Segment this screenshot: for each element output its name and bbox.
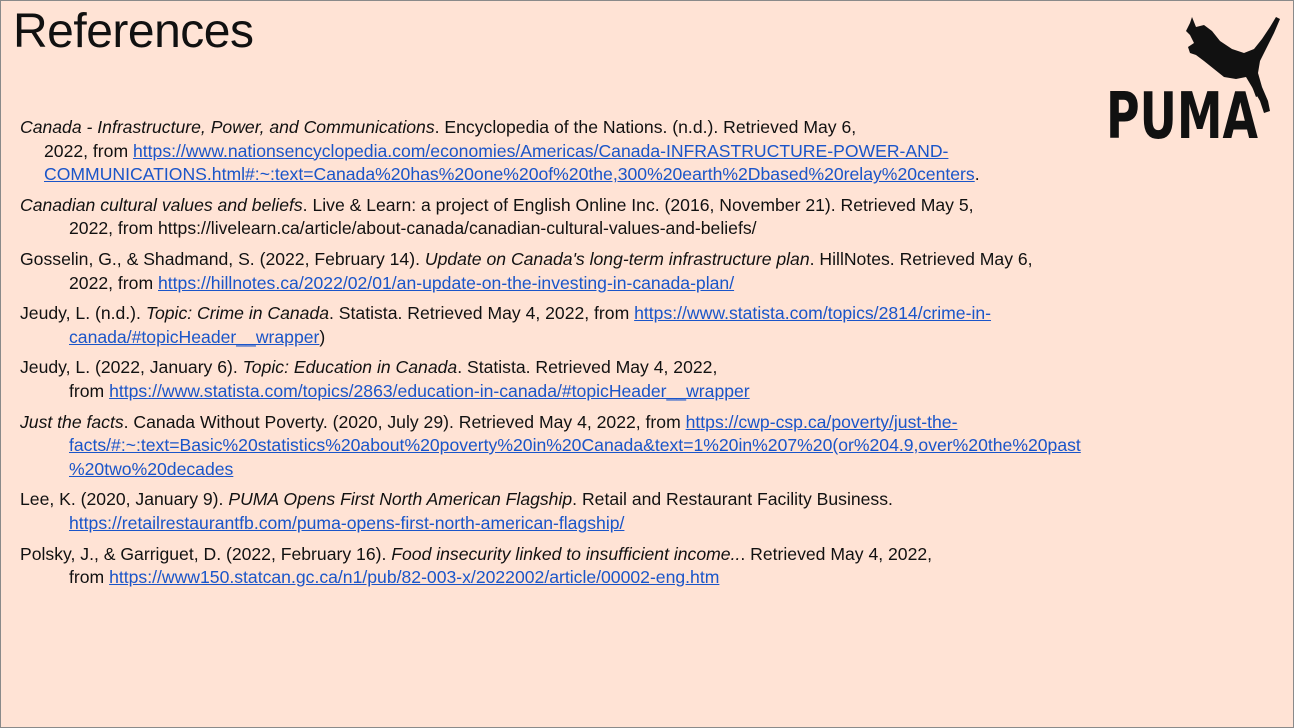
reference-entry <box>20 194 1200 241</box>
ref-text: . HillNotes. Retrieved May 6, <box>809 248 1033 269</box>
ref-link[interactable]: COMMUNICATIONS.html#:~:text=Canada%20has%20one%20of%20the,300%20earth%2Dbased%20relay%20centers <box>44 164 975 185</box>
ref-text: . Retail and Restaurant Facility Business. <box>572 489 893 510</box>
ref-text: 2022, from https://livelearn.ca/article/about-canada/canadian-cultural-values-and-beliefs/ <box>69 218 757 239</box>
ref-link[interactable]: https://cwp-csp.ca/poverty/just-the- <box>685 411 958 432</box>
ref-text: Jeudy, L. (2022, January 6). <box>20 357 243 378</box>
ref-title: Topic: Education in Canada <box>242 357 458 378</box>
ref-text: from <box>69 567 110 588</box>
ref-link[interactable]: https://www.nationsencyclopedia.com/economies/Americas/Canada-INFRASTRUCTURE-POWER-AND- <box>133 140 949 161</box>
page-title: References <box>13 5 254 58</box>
ref-link[interactable]: https://hillnotes.ca/2022/02/01/an-update-on-the-investing-in-canada-plan/ <box>158 272 735 293</box>
ref-text: . Encyclopedia of the Nations. (n.d.). Retrieved May 6, <box>434 117 857 137</box>
ref-link[interactable]: https://www.statista.com/topics/2863/education-in-canada/#topicHeader__wrapper <box>109 380 750 401</box>
ref-link[interactable]: canada/#topicHeader__wrapper <box>69 326 320 347</box>
reference-entry <box>20 302 1200 349</box>
ref-text: from <box>69 380 110 401</box>
ref-text: Gosselin, G., & Shadmand, S. (2022, February 14). <box>20 248 425 269</box>
ref-title: Update on Canada's long-term infrastructure plan <box>424 248 810 269</box>
ref-title: Canadian cultural values and beliefs <box>20 194 303 215</box>
ref-text: . Canada Without Poverty. (2020, July 29). Retrieved May 4, 2022, from <box>123 411 686 432</box>
ref-text: . Statista. Retrieved May 4, 2022, from <box>329 303 635 324</box>
ref-text: Jeudy, L. (n.d.). <box>20 303 146 324</box>
reference-entry <box>20 411 1200 482</box>
ref-title: Topic: Crime in Canada <box>145 303 330 324</box>
ref-title: Canada - Infrastructure, Power, and Communications <box>20 117 435 137</box>
reference-entry <box>20 116 1200 187</box>
ref-text: 2022, from <box>69 272 158 293</box>
ref-link[interactable]: https://www150.statcan.gc.ca/n1/pub/82-003-x/2022002/article/00002-eng.htm <box>109 567 720 588</box>
reference-entry <box>20 356 1200 403</box>
ref-title: Just the facts <box>20 411 124 432</box>
ref-text: . Retrieved May 4, 2022, <box>740 543 933 564</box>
reference-entry <box>20 543 1200 590</box>
ref-link[interactable]: https://www.statista.com/topics/2814/crime-in- <box>634 303 992 324</box>
ref-text: Polsky, J., & Garriguet, D. (2022, February 16). <box>20 543 392 564</box>
ref-text: . <box>974 164 980 185</box>
ref-text: . Statista. Retrieved May 4, 2022, <box>457 357 718 378</box>
reference-entry <box>20 488 1200 535</box>
reference-entry <box>20 248 1200 295</box>
ref-link[interactable]: %20two%20decades <box>69 458 234 479</box>
ref-text: 2022, from <box>44 140 133 161</box>
ref-title: PUMA Opens First North American Flagship <box>228 489 573 510</box>
ref-link[interactable]: facts/#:~:text=Basic%20statistics%20about%20poverty%20in%20Canada&text=1%20in%207%20(or%204.9,over%20the%20past <box>69 435 1081 456</box>
ref-text: ) <box>319 326 326 347</box>
ref-text: Lee, K. (2020, January 9). <box>20 489 229 510</box>
reference-list <box>20 116 1200 597</box>
ref-link[interactable]: https://retailrestaurantfb.com/puma-opens-first-north-american-flagship/ <box>69 512 625 533</box>
puma-wordmark: PUMA <box>1106 80 1259 143</box>
ref-title: Food insecurity linked to insufficient income.. <box>391 543 741 564</box>
ref-text: . Live & Learn: a project of English Online Inc. (2016, November 21). Retrieved May 5, <box>302 194 974 215</box>
